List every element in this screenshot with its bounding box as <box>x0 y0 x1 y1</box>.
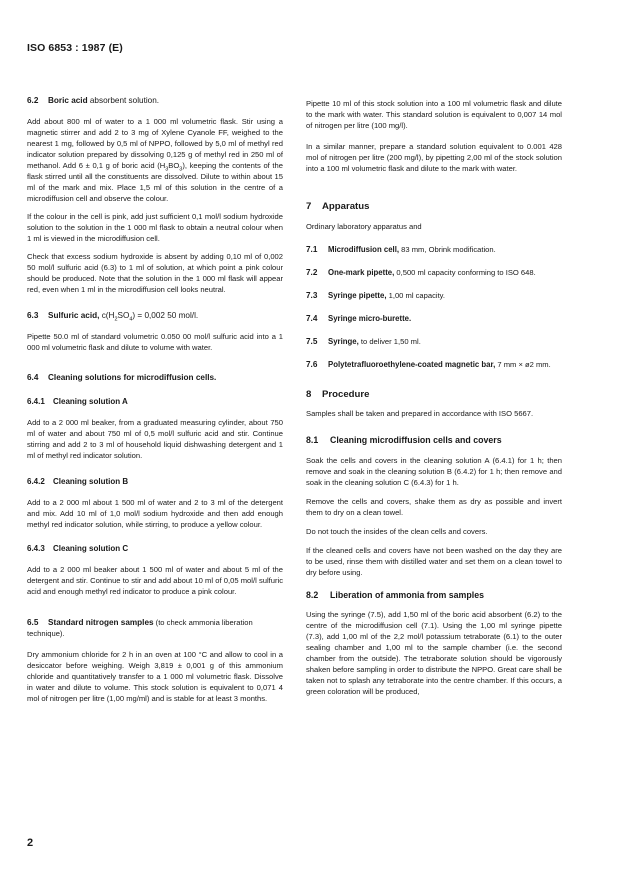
apparatus-item-7-6: 7.6 Polytetrafluoroethylene-coated magnetic bar, 7 mm × ø2 mm. <box>306 360 551 369</box>
continued-paragraph-1: Pipette 10 ml of this stock solution into a 100 ml volumetric flask and dilute to the mark with water. This standard solution is equivalent to 0,007 14 mol of nitrogen per litre (100 mg/l). <box>306 99 562 130</box>
apparatus-item-7-2: 7.2 One-mark pipette, 0,500 ml capacity conforming to ISO 648. <box>306 268 536 277</box>
apparatus-item-7-3: 7.3 Syringe pipette, 1,00 ml capacity. <box>306 291 446 300</box>
section-7-intro: Ordinary laboratory apparatus and <box>306 222 422 231</box>
section-8-1-heading: 8.1 Cleaning microdiffusion cells and covers <box>306 435 502 445</box>
section-8-1-paragraph-2: Remove the cells and covers, shake them as dry as possible and invert them to dry on a clean towel. <box>306 497 562 517</box>
apparatus-item-7-5: 7.5 Syringe, to deliver 1,50 ml. <box>306 337 421 346</box>
section-6-4-1-paragraph: Add to a 2 000 ml beaker, from a graduated measuring cylinder, about 750 ml of water and about 750 ml of 0,5 mol/l sulfuric acid and stir. Continue stirring and add 2 to 3 ml of household liquid dishwashing detergent and 1 ml of methyl red indicator solution. <box>27 418 283 460</box>
section-8-heading: 8 Procedure <box>306 389 370 400</box>
document-header: ISO 6853 : 1987 (E) <box>27 42 123 54</box>
left-column <box>27 95 283 704</box>
section-6-3-heading: 6.3 Sulfuric acid, $c(H_2SO_4) = 0,002$ 50 mol/l. <box>27 311 199 323</box>
section-6-4-2-paragraph: Add to a 2 000 ml about 1 500 ml of water and 2 to 3 ml of the detergent and mix. Add 10 ml of 1,0 mol/l sodium hydroxide and then add enough methyl red indicator solution, while stirring, to produce a yellow colour. <box>27 498 283 529</box>
section-7-heading: 7 Apparatus <box>306 201 370 212</box>
section-8-1-paragraph-4: If the cleaned cells and covers have not been washed on the day they are to be used, rinse them with distilled water and set them on a clean towel to dry before using. <box>306 546 562 577</box>
section-6-5-paragraph: Dry ammonium chloride for 2 h in an oven at 100 °C and allow to cool in a desiccator before weighing. Weigh 3,819 ± 0,001 g of this ammonium chloride and quantitatively transfer to a 1 000 ml volumetric flask. Dissolve in water and dilute to volume. This stock solution is equivalent to 0,071 4 mol of nitrogen per litre (1,00 mg/ml) and is stable for at least 3 months. <box>27 650 283 703</box>
section-6-4-3-paragraph: Add to a 2 000 ml beaker about 1 500 ml of water and about 5 ml of the detergent and stir. Continue to stir and add about 10 ml of 0,05 mol/l sulfuric acid and enough methyl red indicator to produce a pink colour. <box>27 565 283 596</box>
section-6-2-paragraph-2: If the colour in the cell is pink, add just sufficient 0,1 mol/l sodium hydroxide solution to the solution in the 1 000 ml flask to obtain a neutral colour when 1 ml is viewed in the microdiffusion cell. <box>27 212 283 243</box>
section-6-4-2-heading: 6.4.2 Cleaning solution B <box>27 477 129 486</box>
section-8-1-paragraph-3: Do not touch the insides of the clean cells and covers. <box>306 527 488 536</box>
page-number: 2 <box>27 837 34 849</box>
section-8-2-heading: 8.2 Liberation of ammonia from samples <box>306 590 484 600</box>
section-6-2-heading: 6.2 Boric acid absorbent solution. <box>27 96 160 105</box>
section-6-4-3-heading: 6.4.3 Cleaning solution C <box>27 544 129 553</box>
apparatus-item-7-4: 7.4 Syringe micro-burette. <box>306 314 412 323</box>
section-6-2-paragraph-1: Add about 800 ml of water to a 1 000 ml volumetric flask. Stir using a magnetic stirrer and add 2 to 3 mg of Xylene Cyanole FF, weighed to the nearest 1 mg, followed by 0,5 ml of NPPO, followed by 5,0 ml of methyl red indicator solution prepared by dissolving 0,125 g of methyl red in 250 ml of methanol. Add 6 ± 0,1 g of boric acid $(H_3BO_3)$, keeping the contents of the flask stirred until all the constituents are dissolved. Dilute to within about 15 ml of the mark and mix. Place 1,5 ml of this solution in the centre of a microdiffusion cell and observe the colour. <box>27 117 283 203</box>
section-6-5-heading: 6.5 Standard nitrogen samples (to check ammonia liberation technique). <box>27 618 253 638</box>
continued-paragraph-2: In a similar manner, prepare a standard solution equivalent to 0.001 428 mol of nitrogen per litre (200 mg/l), by pipetting 2,00 ml of the stock solution into a 100 ml volumetric flask and dilute to the mark with water. <box>306 142 562 173</box>
section-6-4-heading: 6.4 Cleaning solutions for microdiffusion cells. <box>27 373 217 382</box>
section-6-4-1-heading: 6.4.1 Cleaning solution A <box>27 397 128 406</box>
section-6-2-paragraph-3: Check that excess sodium hydroxide is absent by adding 0,10 ml of 0,002 50 mol/l sulfuric acid (6.3) to 1 ml of solution, at which point a pink colour should be produced. Note that the solution in the 1 000 ml flask will appear red, even when 1 ml in the microdiffusion cell looks neutral. <box>27 252 283 294</box>
right-column <box>306 98 562 697</box>
section-8-1-paragraph-1: Soak the cells and covers in the cleaning solution A (6.4.1) for 1 h; then remove and soak in the cleaning solution B (6.4.2) for 1 h; then remove and soak in the cleaning solution C (6.4.3) for 1 h. <box>306 456 562 487</box>
section-8-2-paragraph: Using the syringe (7.5), add 1,50 ml of the boric acid absorbent (6.2) to the centre of the microdiffusion cell (7.1). Using the 1,00 ml syringe pipette (7.3), add 1,00 ml of the 2,2 mol/l potassium tetraborate (6.1) to the outer sealing chamber and 1,00 ml to the sample chamber (i.e. the second chamber from the outside). The tetraborate solution should be vigorously shaken before sampling in order to distribute the NPPO. Great care shall be taken not to splash any tetraborate into the centre chamber. If this occurs, a green coloration will be produced, <box>306 610 562 696</box>
section-6-3-paragraph: Pipette 50.0 ml of standard volumetric 0.050 00 mol/l sulfuric acid into a 1 000 ml volumetric flask and dilute to volume with water. <box>27 332 283 352</box>
apparatus-item-7-1: 7.1 Microdiffusion cell, 83 mm, Obrink modification. <box>306 245 496 254</box>
section-8-intro: Samples shall be taken and prepared in accordance with ISO 5667. <box>306 409 534 418</box>
